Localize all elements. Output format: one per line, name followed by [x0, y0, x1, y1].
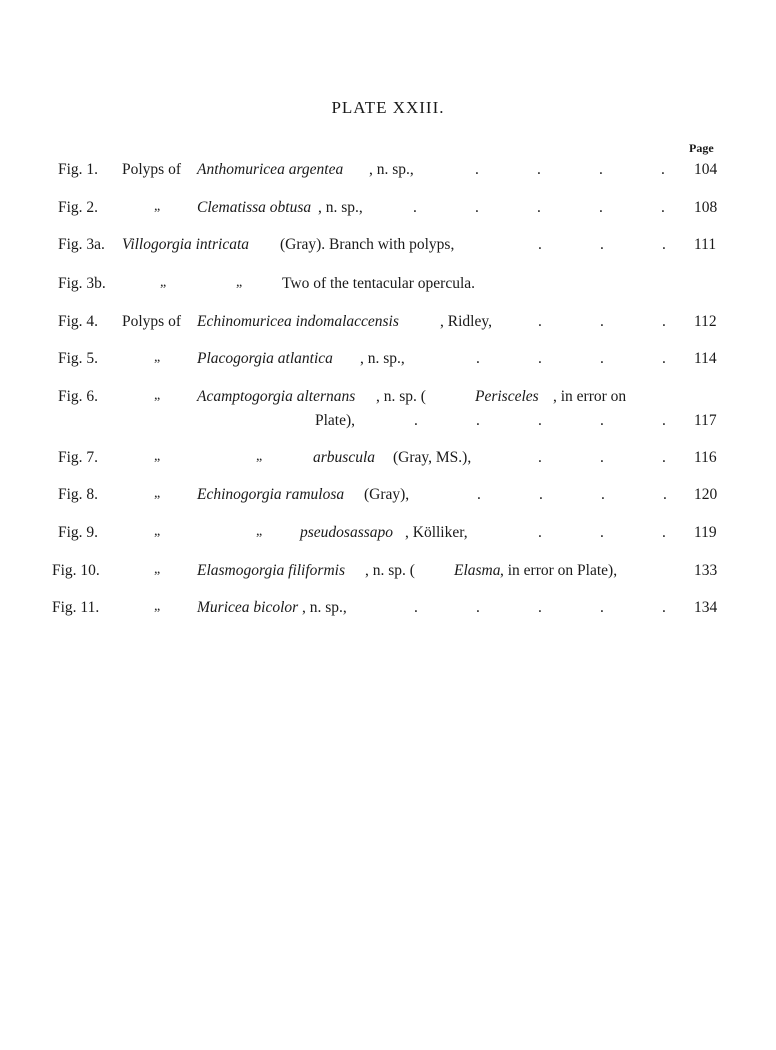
ditto-mark: „	[236, 275, 243, 290]
fig-number: Fig. 3a.	[58, 236, 105, 253]
species-name: Clematissa obtusa	[197, 199, 312, 216]
page-number: 114	[694, 350, 717, 367]
ditto-mark: „	[154, 486, 161, 501]
ditto-mark: „	[154, 388, 161, 403]
species-name: pseudosassapo	[300, 524, 394, 541]
plate-entry-6-continued: Plate), . . . . . 117	[315, 412, 717, 429]
species-name: Villogorgia intricata	[122, 236, 250, 253]
note-name: Perisceles	[475, 388, 539, 405]
page-number: 134	[694, 599, 718, 616]
entry-suffix: , n. sp.,	[369, 161, 414, 178]
fig-number: Fig. 6.	[58, 388, 99, 405]
fig-number: Fig. 3b.	[58, 275, 106, 292]
species-name: Muricea bicolor	[197, 599, 299, 616]
plate-entry-8: Fig. 8. „ Echinogorgia ramulosa (Gray), . . . . 120	[58, 486, 718, 503]
entry-suffix: , n. sp.,	[318, 199, 363, 216]
fig-number: Fig. 10.	[52, 562, 100, 579]
entry-suffix: (Gray, MS.),	[393, 449, 472, 466]
plate-entry-3b	[0, 275, 776, 299]
plate-entry-3a: Fig. 3a. Villogorgia intricata (Gray). Branch with polyps, . . . 111	[58, 236, 717, 253]
ditto-mark: „	[154, 449, 161, 464]
ditto-mark: „	[256, 449, 263, 464]
species-name: Anthomuricea argentea	[197, 161, 344, 178]
fig-number: Fig. 5.	[58, 350, 99, 367]
plate-entry-11: Fig. 11. „ Muricea bicolor , n. sp., . . . . . 134	[52, 599, 718, 616]
plate-entry-2: Fig. 2. „ Clematissa obtusa , n. sp., . . . . . 108	[58, 199, 718, 216]
page-column-header: Page	[689, 141, 714, 155]
entry-suffix: (Gray),	[364, 486, 410, 503]
species-name: Echinogorgia ramulosa	[197, 486, 345, 503]
plate-entry-4: Fig. 4. Polyps of Echinomuricea indomalaccensis , Ridley, . . . 112	[58, 313, 717, 330]
note-name: Elasma	[454, 562, 501, 579]
plate-entry-7: Fig. 7. „ „ arbuscula (Gray, MS.), . . . 116	[58, 449, 717, 466]
fig-number: Fig. 11.	[52, 599, 100, 616]
entry-suffix: , n. sp. (	[365, 562, 415, 579]
fig-number: Fig. 8.	[58, 486, 99, 503]
plate-entry-6	[0, 388, 776, 412]
plate-entry-5: Fig. 5. „ Placogorgia atlantica , n. sp., . . . . 114	[58, 350, 717, 367]
entry-suffix-2: , in error on	[553, 388, 627, 405]
entry-suffix: , n. sp.,	[302, 599, 347, 616]
entry-suffix: , n. sp.,	[360, 350, 405, 367]
fig-number: Fig. 4.	[58, 313, 99, 330]
entry-prefix: Polyps of	[122, 161, 181, 178]
ditto-mark: „	[154, 350, 161, 365]
fig-number: Fig. 7.	[58, 449, 99, 466]
page-number: 119	[694, 524, 717, 541]
ditto-mark: „	[154, 199, 161, 214]
ditto-mark: „	[154, 524, 161, 539]
plate-entry-1: Fig. 1. Polyps of Anthomuricea argentea , n. sp., . . . . 104	[58, 161, 718, 178]
entry-suffix: (Gray). Branch with polyps,	[280, 236, 455, 253]
fig-number: Fig. 2.	[58, 199, 99, 216]
plate-entry-9: Fig. 9. „ „ pseudosassapo , Kölliker, . . . 119	[58, 524, 717, 541]
entry-suffix: , Kölliker,	[405, 524, 468, 541]
ditto-mark: „	[256, 524, 263, 539]
entry-continuation: Plate),	[315, 412, 356, 429]
entry-suffix: Two of the tentacular opercula.	[282, 275, 476, 292]
entry-suffix: , n. sp. (	[376, 388, 426, 405]
ditto-mark: „	[154, 562, 161, 577]
page-number: 120	[694, 486, 718, 503]
species-name: Acamptogorgia alternans	[197, 388, 356, 405]
page-number: 112	[694, 313, 717, 330]
species-name: Placogorgia atlantica	[197, 350, 333, 367]
ditto-mark: „	[160, 275, 167, 290]
entry-suffix-2: , in error on Plate),	[500, 562, 618, 579]
entry-prefix: Polyps of	[122, 313, 181, 330]
page-number: 108	[694, 199, 718, 216]
fig-number: Fig. 9.	[58, 524, 99, 541]
species-name: Echinomuricea indomalaccensis	[197, 313, 399, 330]
page-number: 133	[694, 562, 718, 579]
plate-entry-10	[0, 562, 776, 586]
page-number: 111	[694, 236, 717, 253]
page-title: PLATE XXIII.	[331, 98, 445, 117]
ditto-mark: „	[154, 599, 161, 614]
fig-number: Fig. 1.	[58, 161, 99, 178]
page-number: 117	[694, 412, 717, 429]
entry-suffix: , Ridley,	[440, 313, 492, 330]
species-name: Elasmogorgia filiformis	[197, 562, 345, 579]
page-number: 116	[694, 449, 717, 466]
page-number: 104	[694, 161, 718, 178]
species-name: arbuscula	[313, 449, 375, 466]
